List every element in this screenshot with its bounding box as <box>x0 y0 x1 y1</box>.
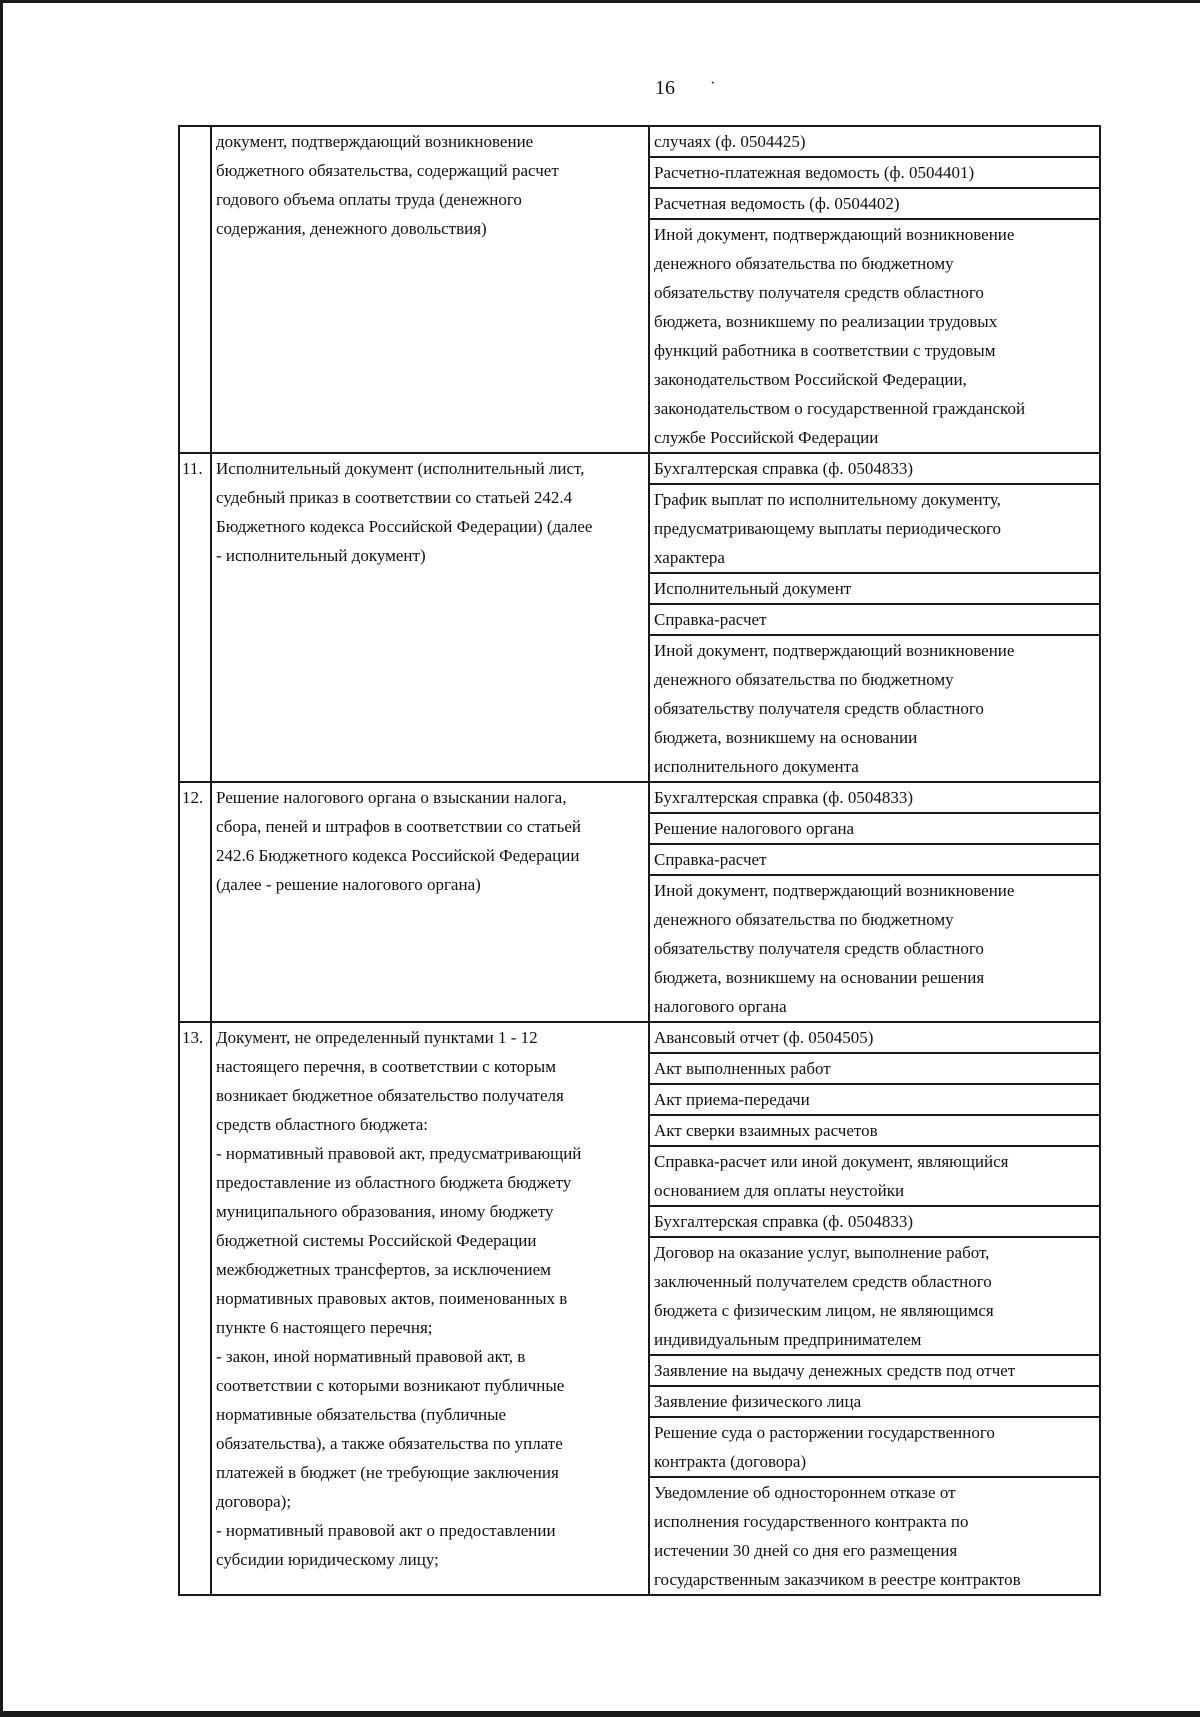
supporting-document-item: Иной документ, подтверждающий возникновение денежного обязательства по бюджетному обязательству получателя средств областного бюджета, возникшему на основании исполнительного документа <box>654 641 1015 776</box>
supporting-document-item: Акт выполненных работ <box>650 1054 1099 1085</box>
row-number: 11. <box>179 453 211 782</box>
supporting-document-item: Договор на оказание услуг, выполнение работ, заключенный получателем средств областного бюджета с физическим лицом, не являющимся индивидуальным предпринимателем <box>650 1238 1099 1356</box>
row-number <box>179 126 211 453</box>
supporting-documents-cell <box>649 1022 1100 1595</box>
row-number: 12. <box>179 782 211 1022</box>
supporting-document-item: Бухгалтерская справка (ф. 0504833) <box>650 1207 1099 1238</box>
obligation-basis-cell: Решение налогового органа о взыскании налога, сбора, пеней и штрафов в соответствии со статьей 242.6 Бюджетного кодекса Российской Федерации (далее - решение налогового органа) <box>211 782 649 1022</box>
supporting-document-item: Расчетная ведомость (ф. 0504402) <box>650 189 1099 220</box>
supporting-document-item: Иной документ, подтверждающий возникновение денежного обязательства по бюджетному обязательству получателя средств областного бюджета, возникшему по реализации трудовых функций работника в соответствии с трудовым законодательством Российской Федерации, законодательством о государственной гражданской службе Российской Федерации <box>654 225 1026 447</box>
row-number: 13. <box>179 1022 211 1595</box>
scan-edge-top <box>0 0 1200 3</box>
supporting-document-item: случаях (ф. 0504425) <box>650 127 1099 158</box>
supporting-document-item: Решение налогового органа <box>650 814 1099 845</box>
table-row <box>179 453 1100 782</box>
table-row <box>179 126 1100 453</box>
supporting-document-item: Справка-расчет <box>650 845 1099 876</box>
scan-speck: · <box>710 75 716 92</box>
supporting-document-item: Заявление физического лица <box>650 1387 1099 1418</box>
supporting-document-item: Бухгалтерская справка (ф. 0504833) <box>650 783 1099 814</box>
supporting-document-item: Заявление на выдачу денежных средств под отчет <box>650 1356 1099 1387</box>
obligation-basis-cell: Исполнительный документ (исполнительный лист, судебный приказ в соответствии со статьей 242.4 Бюджетного кодекса Российской Федерации) (далее - исполнительный документ) <box>211 453 649 782</box>
supporting-documents-cell <box>649 126 1100 453</box>
supporting-document-item: Бухгалтерская справка (ф. 0504833) <box>650 454 1099 485</box>
supporting-document-item: Акт сверки взаимных расчетов <box>650 1116 1099 1147</box>
supporting-document-item: Уведомление об одностороннем отказе от исполнения государственного контракта по истечении 30 дней со дня его размещения государственным заказчиком в реестре контрактов <box>654 1483 1021 1589</box>
supporting-document-item: График выплат по исполнительному документу, предусматривающему выплаты периодического характера <box>650 485 1099 574</box>
page-number: 16 <box>655 77 675 99</box>
supporting-documents-cell <box>649 782 1100 1022</box>
table-row <box>179 782 1100 1022</box>
supporting-document-item: Расчетно-платежная ведомость (ф. 0504401) <box>650 158 1099 189</box>
supporting-document-item: Справка-расчет или иной документ, являющийся основанием для оплаты неустойки <box>650 1147 1099 1207</box>
supporting-documents-cell <box>649 453 1100 782</box>
supporting-document-item: Справка-расчет <box>650 605 1099 636</box>
obligation-basis-cell: Документ, не определенный пунктами 1 - 12 настоящего перечня, в соответствии с которым возникает бюджетное обязательство получателя средств областного бюджета: - нормативный правовой акт, предусматривающий предоставление из областного бюджета бюджету муниципального образования, иному бюджету бюджетной системы Российской Федерации межбюджетных трансфертов, за исключением нормативных правовых актов, поименованных в пункте 6 настоящего перечня; - закон, иной нормативный правовой акт, в соответствии с которыми возникают публичные нормативные обязательства (публичные обязательства), а также обязательства по уплате платежей в бюджет (не требующие заключения договора); - нормативный правовой акт о предоставлении субсидии юридическому лицу; <box>211 1022 649 1595</box>
scan-edge-left <box>0 0 3 1717</box>
document-list-table <box>178 125 1101 1596</box>
supporting-document-item: Авансовый отчет (ф. 0504505) <box>650 1023 1099 1054</box>
obligation-basis-cell: документ, подтверждающий возникновение бюджетного обязательства, содержащий расчет годового объема оплаты труда (денежного содержания, денежного довольствия) <box>211 126 649 453</box>
supporting-document-item: Решение суда о расторжении государственного контракта (договора) <box>650 1418 1099 1478</box>
scan-edge-bottom <box>0 1711 1200 1717</box>
supporting-document-item: Акт приема-передачи <box>650 1085 1099 1116</box>
table-row <box>179 1022 1100 1595</box>
table-body <box>179 126 1100 1595</box>
supporting-document-item: Иной документ, подтверждающий возникновение денежного обязательства по бюджетному обязательству получателя средств областного бюджета, возникшему на основании решения налогового органа <box>654 881 1015 1016</box>
supporting-document-item: Исполнительный документ <box>650 574 1099 605</box>
